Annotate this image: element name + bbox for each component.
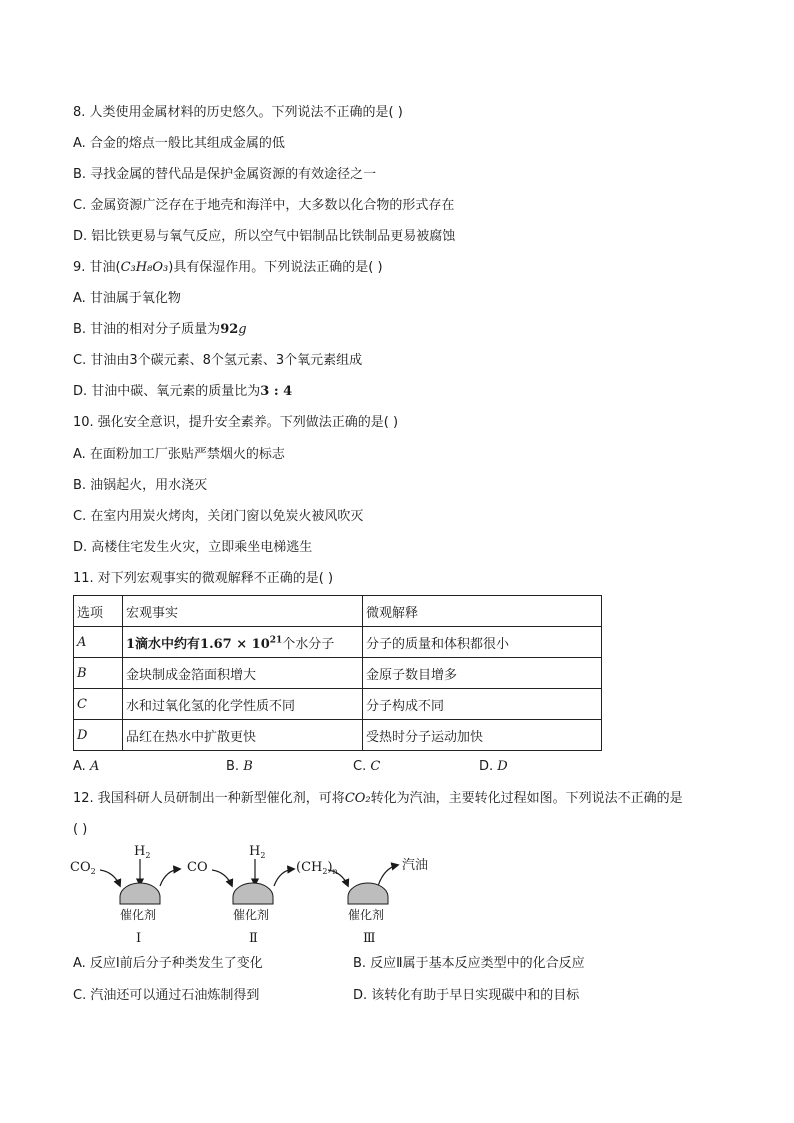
q12-option-b: B. 反应Ⅱ属于基本反应类型中的化合反应: [353, 956, 585, 971]
q11-option-b: B. B: [226, 759, 253, 774]
table-row: [74, 596, 602, 627]
table-header-cell: 选项: [74, 596, 123, 627]
q8-option-b: B. 寻找金属的替代品是保护金属资源的有效途径之一: [73, 167, 377, 182]
table-row: [74, 627, 602, 658]
q10-option-c: C. 在室内用炭火烤肉，关闭门窗以免炭火被风吹灭: [73, 509, 364, 524]
stage-label-3: Ⅲ: [363, 931, 376, 946]
catalyst-dome-3: [348, 883, 388, 904]
q10-option-b: B. 油锅起火，用水浇灭: [73, 478, 208, 493]
arrow-out-1: [160, 869, 180, 886]
table-cell-explain: 金原子数目增多: [363, 658, 602, 689]
table-cell-explain: 分子的质量和体积都很小: [363, 627, 602, 658]
ch2-label: $(CH_2)_n$: [296, 860, 338, 876]
q9-stem: 9. 甘油(C₃H₈O₃)具有保湿作用。下列说法正确的是( ): [73, 260, 383, 275]
q9-option-d: D. 甘油中碳、氧元素的质量比为3 : 4: [73, 384, 293, 399]
gasoline-label: 汽油: [402, 858, 429, 873]
q8-option-d: D. 铝比铁更易与氧气反应，所以空气中铝制品比铁制品更易被腐蚀: [73, 229, 456, 244]
conversion-diagram: [68, 838, 448, 950]
q12-stem: 12. 我国科研人员研制出一种新型催化剂，可将CO₂转化为汽油，主要转化过程如图。下列说法不正确的是: [73, 791, 683, 806]
q8-option-c: C. 金属资源广泛存在于地壳和海洋中，大多数以化合物的形式存在: [73, 198, 455, 213]
catalyst-label-2: 催化剂: [233, 908, 270, 922]
table-cell-key: A: [74, 627, 123, 658]
catalyst-label-1: 催化剂: [120, 908, 157, 922]
arrow-in-2: [212, 870, 232, 886]
catalyst-dome-2: [233, 883, 273, 904]
q11-option-d: D. D: [479, 759, 508, 774]
q8-stem: 8. 人类使用金属材料的历史悠久。下列说法不正确的是( ): [73, 105, 403, 120]
h2-label-1: $H_2$: [134, 844, 151, 860]
q12-stem-line2: ( ): [73, 822, 88, 837]
arrow-in-1: [100, 870, 120, 886]
q9-option-a: A. 甘油属于氧化物: [73, 291, 181, 306]
table-header-cell: 微观解释: [363, 596, 602, 627]
table-cell-fact: 品红在热水中扩散更快: [123, 720, 363, 751]
table-row: [74, 658, 602, 689]
q11-option-a: A. A: [73, 759, 100, 774]
q12-option-c: C. 汽油还可以通过石油炼制得到: [73, 988, 260, 1003]
q9-formula: C₃H₈O₃: [120, 260, 169, 275]
catalyst-dome-1: [120, 883, 160, 904]
stage-label-1: Ⅰ: [136, 931, 142, 946]
stage-label-2: Ⅱ: [249, 931, 258, 946]
co2-label: $CO_2$: [70, 860, 96, 876]
table-header-cell: 宏观事实: [123, 596, 363, 627]
q12-option-a: A. 反应Ⅰ前后分子种类发生了变化: [73, 956, 263, 971]
table-cell-key: D: [74, 720, 123, 751]
h2-label-2: $H_2$: [249, 844, 266, 860]
q10-stem: 10. 强化安全意识，提升安全素养。下列做法正确的是( ): [73, 415, 399, 430]
table-row: [74, 689, 602, 720]
q12-formula: CO₂: [344, 791, 371, 806]
table-cell-fact: 水和过氧化氢的化学性质不同: [123, 689, 363, 720]
table-row: [74, 720, 602, 751]
q9-option-c: C. 甘油由3个碳元素、8个氢元素、3个氧元素组成: [73, 353, 363, 368]
co-label: CO: [187, 860, 208, 875]
table-cell-key: C: [74, 689, 123, 720]
table-cell-fact: 1滴水中约有$1.67 \times 10^{21}$个水分子: [123, 627, 363, 658]
q8-option-a: A. 合金的熔点一般比其组成金属的低: [73, 136, 285, 151]
table-cell-key: B: [74, 658, 123, 689]
q12-option-d: D. 该转化有助于早日实现碳中和的目标: [353, 988, 580, 1003]
arrow-out-3: [378, 865, 398, 886]
catalyst-label-3: 催化剂: [348, 908, 385, 922]
q10-option-d: D. 高楼住宅发生火灾，立即乘坐电梯逃生: [73, 540, 313, 555]
table-cell-explain: 受热时分子运动加快: [363, 720, 602, 751]
q10-option-a: A. 在面粉加工厂张贴严禁烟火的标志: [73, 447, 285, 462]
table-cell-explain: 分子构成不同: [363, 689, 602, 720]
arrow-out-2: [274, 869, 294, 886]
q11-stem: 11. 对下列宏观事实的微观解释不正确的是( ): [73, 571, 334, 586]
table-cell-fact: 金块制成金箔面积增大: [123, 658, 363, 689]
q9-option-b: B. 甘油的相对分子质量为92g: [73, 322, 247, 337]
q11-table: [73, 595, 602, 751]
q11-option-c: C. C: [353, 759, 381, 774]
